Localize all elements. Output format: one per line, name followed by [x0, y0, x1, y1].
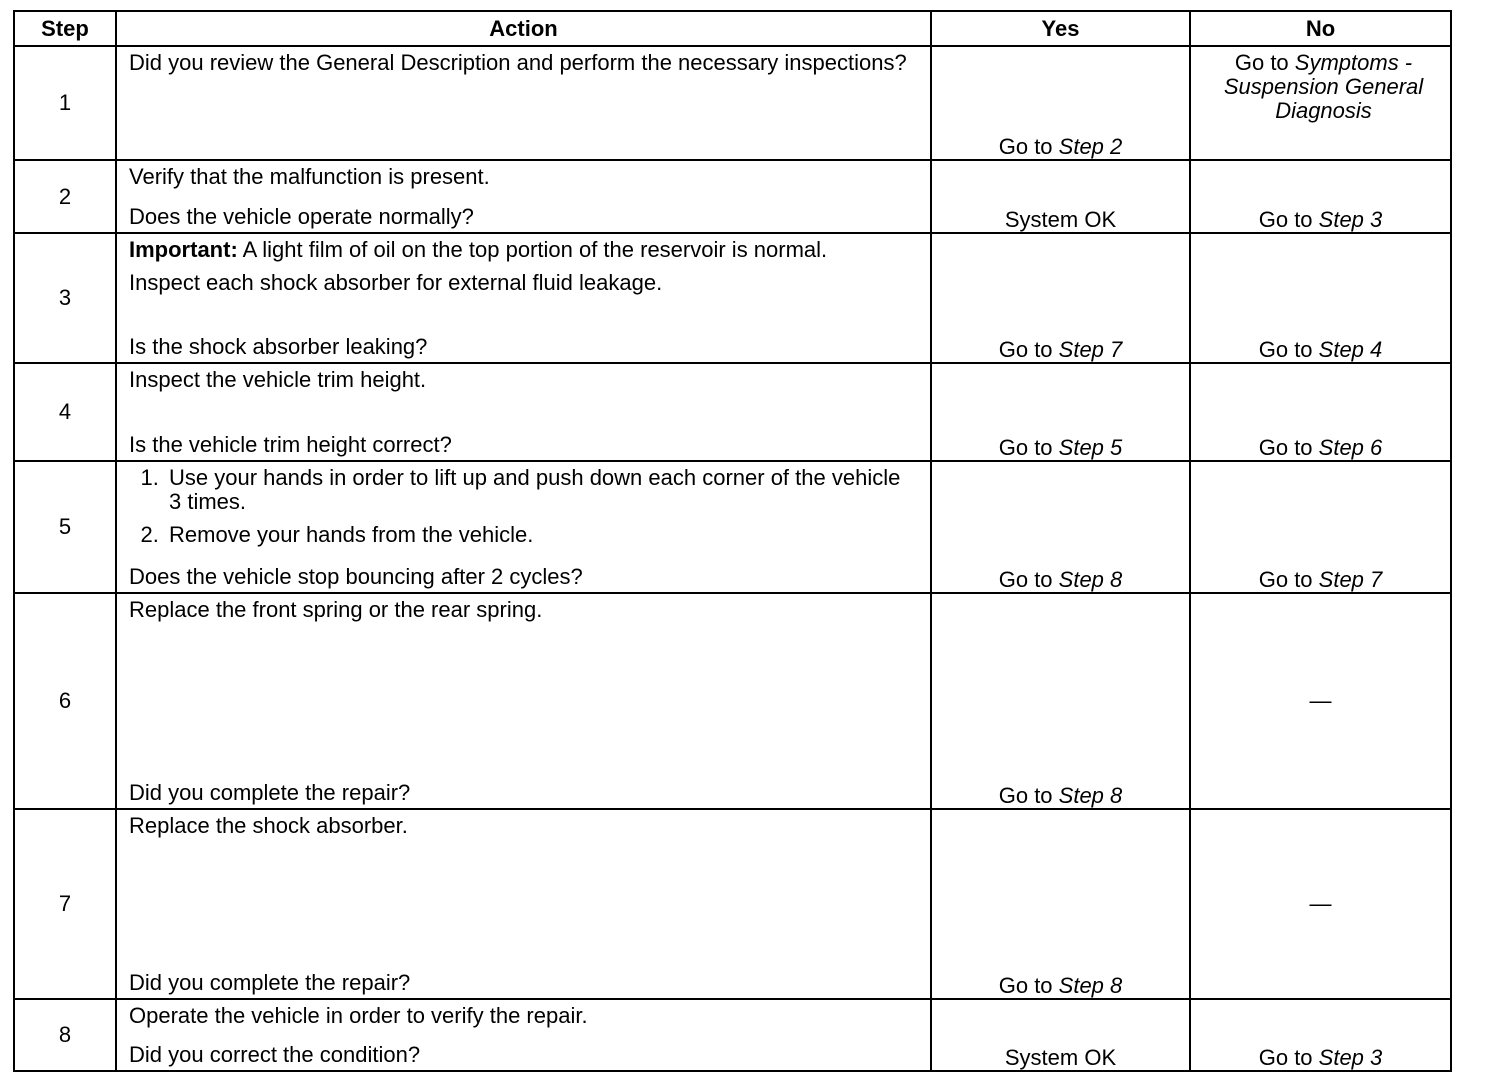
- action-cell: [116, 160, 931, 233]
- header-action: Action: [116, 11, 931, 46]
- no-link[interactable]: Step 6: [1318, 435, 1383, 460]
- no-cell: [1190, 160, 1451, 233]
- no-dash: —: [1309, 688, 1332, 713]
- no-link[interactable]: Symptoms - Suspension General Diagnosis: [1223, 50, 1424, 123]
- yes-cell: [931, 363, 1190, 461]
- yes-prefix: Go to: [998, 567, 1059, 592]
- no-link[interactable]: Step 3: [1318, 207, 1383, 232]
- action-cell: [116, 593, 931, 809]
- action-text: Did you review the General Description and perform the necessary inspections?: [129, 50, 907, 75]
- action-question: Is the vehicle trim height correct?: [129, 432, 452, 457]
- table-row: [14, 233, 1451, 363]
- no-cell: [1190, 809, 1451, 999]
- yes-cell: [931, 233, 1190, 363]
- yes-cell: [931, 999, 1190, 1071]
- header-yes: Yes: [931, 11, 1190, 46]
- action-text: Verify that the malfunction is present.: [129, 164, 490, 189]
- yes-cell: [931, 809, 1190, 999]
- action-text: Inspect each shock absorber for external fluid leakage.: [129, 270, 663, 295]
- table-row: [14, 461, 1451, 593]
- yes-cell: [931, 160, 1190, 233]
- list-item: 2. Remove your hands from the vehicle.: [165, 523, 918, 547]
- action-cell: [116, 233, 931, 363]
- yes-prefix: Go to: [998, 435, 1059, 460]
- table-row: [14, 593, 1451, 809]
- no-dash: —: [1309, 891, 1332, 916]
- action-question: Does the vehicle operate normally?: [129, 204, 474, 229]
- header-step: Step: [14, 11, 116, 46]
- table-row: [14, 809, 1451, 999]
- no-cell: [1190, 363, 1451, 461]
- no-link[interactable]: Step 7: [1318, 567, 1383, 592]
- header-no: No: [1190, 11, 1451, 46]
- important-note: [129, 238, 918, 262]
- table-row: [14, 999, 1451, 1071]
- list-item: 1. Use your hands in order to lift up and push down each corner of the vehicle 3 times.: [165, 466, 918, 514]
- table-row: [14, 363, 1451, 461]
- yes-cell: [931, 461, 1190, 593]
- no-prefix: Go to: [1258, 337, 1319, 362]
- step-number: 6: [14, 593, 116, 809]
- step-number: 8: [14, 999, 116, 1071]
- important-text: A light film of oil on the top portion of the reservoir is normal.: [237, 237, 828, 262]
- step-number: 7: [14, 809, 116, 999]
- yes-link[interactable]: Step 8: [1058, 783, 1123, 808]
- action-cell: [116, 363, 931, 461]
- yes-prefix: Go to: [998, 134, 1059, 159]
- action-question: Did you correct the condition?: [129, 1042, 421, 1067]
- no-prefix: Go to: [1258, 567, 1319, 592]
- no-prefix: Go to: [1234, 50, 1295, 75]
- no-cell: [1190, 46, 1451, 160]
- important-label: Important:: [129, 237, 238, 262]
- no-cell: [1190, 999, 1451, 1071]
- yes-link[interactable]: Step 2: [1058, 134, 1123, 159]
- yes-link[interactable]: Step 8: [1058, 973, 1123, 998]
- step-number: 1: [14, 46, 116, 160]
- action-cell: [116, 461, 931, 593]
- action-cell: [116, 809, 931, 999]
- yes-cell: [931, 46, 1190, 160]
- action-text: Replace the front spring or the rear spring.: [129, 597, 543, 622]
- table-row: [14, 46, 1451, 160]
- action-cell: [116, 999, 931, 1071]
- yes-text: System OK: [1004, 207, 1117, 232]
- no-link[interactable]: Step 4: [1318, 337, 1383, 362]
- no-cell: [1190, 593, 1451, 809]
- yes-link[interactable]: Step 7: [1058, 337, 1123, 362]
- no-cell: [1190, 233, 1451, 363]
- no-prefix: Go to: [1258, 1045, 1319, 1070]
- action-text: Replace the shock absorber.: [129, 813, 408, 838]
- table-row: [14, 160, 1451, 233]
- yes-prefix: Go to: [998, 783, 1059, 808]
- yes-link[interactable]: Step 5: [1058, 435, 1123, 460]
- action-text: Operate the vehicle in order to verify the repair.: [129, 1003, 588, 1028]
- action-question: Is the shock absorber leaking?: [129, 334, 428, 359]
- no-link[interactable]: Step 3: [1318, 1045, 1383, 1070]
- step-number: 4: [14, 363, 116, 461]
- action-question: Did you complete the repair?: [129, 970, 411, 995]
- action-cell: [116, 46, 931, 160]
- action-text: Inspect the vehicle trim height.: [129, 367, 427, 392]
- numbered-steps: [129, 466, 918, 547]
- yes-link[interactable]: Step 8: [1058, 567, 1123, 592]
- header-row: [14, 11, 1451, 46]
- step-number: 5: [14, 461, 116, 593]
- step-number: 2: [14, 160, 116, 233]
- action-question: Did you complete the repair?: [129, 780, 411, 805]
- yes-prefix: Go to: [998, 973, 1059, 998]
- yes-prefix: Go to: [998, 337, 1059, 362]
- yes-cell: [931, 593, 1190, 809]
- diagnostic-table: [13, 10, 1452, 1072]
- no-cell: [1190, 461, 1451, 593]
- no-prefix: Go to: [1258, 435, 1319, 460]
- yes-text: System OK: [1004, 1045, 1117, 1070]
- no-prefix: Go to: [1258, 207, 1319, 232]
- step-number: 3: [14, 233, 116, 363]
- action-question: Does the vehicle stop bouncing after 2 cycles?: [129, 564, 583, 589]
